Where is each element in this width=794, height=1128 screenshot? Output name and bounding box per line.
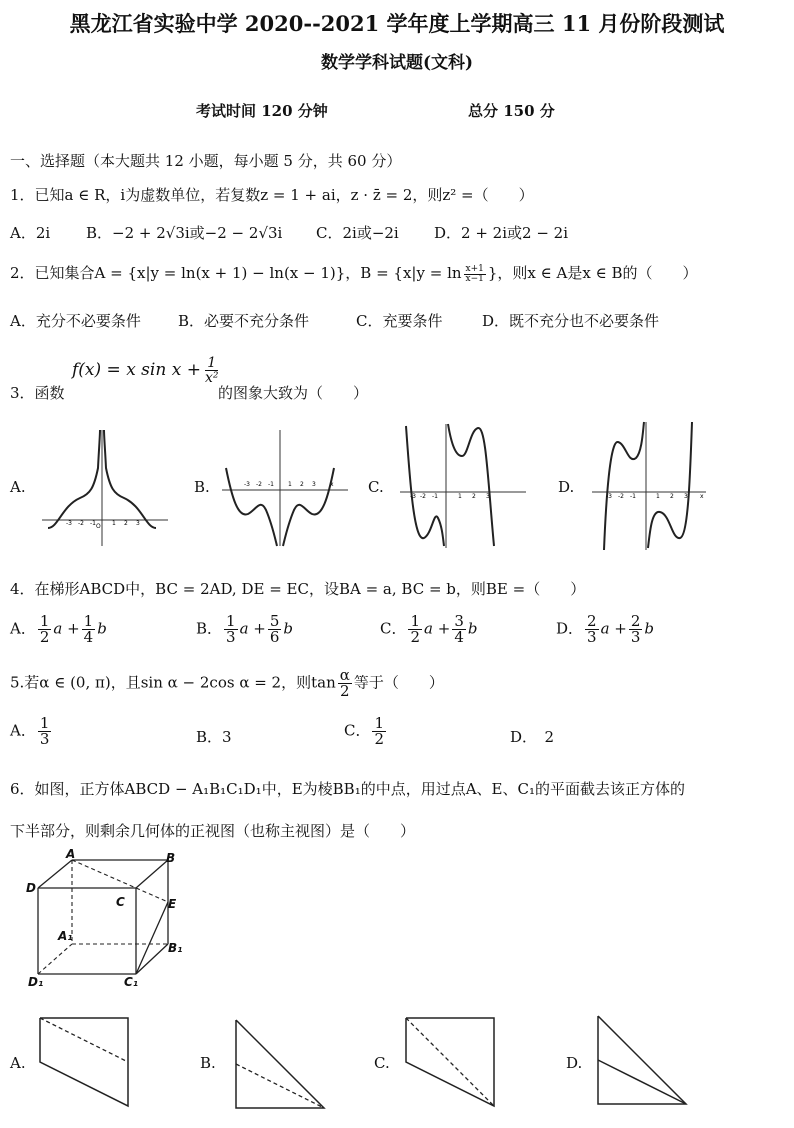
- curve-right: [104, 430, 156, 528]
- q3-frac-numerator: 1: [207, 355, 217, 371]
- tick-label: -1: [432, 493, 438, 500]
- denominator: 3: [587, 628, 597, 646]
- q6-option-a-label: A.: [10, 1054, 26, 1072]
- q2-frac-numerator: x+1: [465, 263, 484, 274]
- fraction: [408, 614, 422, 645]
- view-dashed-line: [236, 1064, 324, 1108]
- numerator: 1: [374, 714, 385, 732]
- question-5-stem: [10, 668, 444, 699]
- numerator: 1: [410, 612, 421, 630]
- q3-stem-pre: 3．函数: [10, 384, 65, 402]
- term: a +: [424, 619, 451, 638]
- curve-left: [604, 422, 644, 550]
- tick-label: 3: [136, 520, 140, 527]
- term: b: [467, 619, 478, 638]
- q5-fraction: [338, 668, 352, 699]
- numerator: 1: [39, 612, 50, 630]
- term: b: [644, 619, 655, 638]
- fraction: [372, 716, 386, 747]
- numerator: 3: [454, 612, 464, 630]
- tick-label: 1: [656, 493, 660, 500]
- fraction: [268, 614, 282, 645]
- curve-right: [448, 424, 494, 546]
- q5-option-a: [10, 716, 53, 747]
- numerator: 1: [39, 714, 50, 732]
- q6-option-a-view: [36, 1014, 136, 1110]
- vertex-label-c: C: [116, 895, 125, 909]
- hidden-edge-D1A1: [38, 944, 72, 974]
- q6-option-d-view: [594, 1012, 694, 1110]
- tick-label: -2: [78, 520, 84, 527]
- tick-label: 2: [472, 493, 476, 500]
- tick-label: -2: [256, 481, 262, 488]
- curve-right: [283, 468, 334, 546]
- question-2-stem: [10, 262, 697, 284]
- tick-label: -1: [90, 520, 96, 527]
- curve-left: [48, 430, 100, 528]
- term: a +: [53, 619, 80, 638]
- fraction: [38, 716, 52, 747]
- q5-option-c: [344, 716, 388, 747]
- denominator: 4: [454, 628, 464, 646]
- denominator: 2: [39, 628, 50, 646]
- q2-option-b: B．必要不充分条件: [178, 312, 310, 330]
- q6-option-d-label: D.: [566, 1054, 583, 1072]
- fraction: [38, 614, 52, 645]
- view-dashed-line: [406, 1018, 494, 1106]
- term: b: [97, 619, 107, 638]
- option-label: C．: [380, 619, 407, 638]
- vertex-label-a1: A₁: [58, 929, 73, 943]
- q5-option-b: B．3: [196, 728, 232, 746]
- question-6-line2: 下半部分，则剩余几何体的正视图（也称主视图）是（ ）: [10, 822, 416, 840]
- tick-label: -3: [410, 493, 416, 500]
- q1-option-c: C．2i或−2i: [316, 224, 399, 242]
- q3-graph-c: [398, 422, 528, 550]
- edge-C1E: [136, 902, 168, 974]
- q2-option-c: C．充要条件: [356, 312, 443, 330]
- vertex-label-b: B: [166, 851, 176, 865]
- q3-fraction: [203, 356, 221, 385]
- option-label: C．: [344, 721, 371, 740]
- x-axis-label: x: [700, 493, 704, 500]
- exam-time: 考试时间 120 分钟: [196, 102, 328, 120]
- q3-option-c-label: C.: [368, 478, 384, 496]
- question-6-line1: 6．如图，正方体ABCD − A₁B₁C₁D₁中，E为棱BB₁的中点，用过点A、E、C₁的平面截去该正方体的: [10, 780, 685, 798]
- denominator: 3: [630, 628, 641, 646]
- q2-frac-denominator: x−1: [465, 273, 484, 284]
- section-heading: 一、选择题（本大题共 12 小题，每小题 5 分，共 60 分）: [10, 152, 402, 170]
- view-outline: [236, 1020, 324, 1108]
- q6-option-b-view: [232, 1016, 332, 1112]
- q3-stem-post: 的图象大致为（ ）: [218, 384, 369, 402]
- vertex-label-c1: C₁: [124, 975, 139, 989]
- numerator: 5: [269, 612, 280, 630]
- tick-label: -3: [606, 493, 612, 500]
- q6-option-c-view: [402, 1014, 502, 1110]
- edge-CB: [136, 860, 168, 888]
- q1-option-d: D．2 + 2i或2 − 2i: [434, 224, 569, 242]
- origin-label: O: [96, 523, 101, 530]
- q4-option-b: [196, 614, 293, 645]
- q6-option-b-label: B.: [200, 1054, 216, 1072]
- tick-label: 3: [486, 493, 490, 500]
- q3-graph-d: [590, 420, 710, 552]
- tick-label: 2: [300, 481, 304, 488]
- q4-option-c: [380, 614, 477, 645]
- q3-option-a-label: A.: [10, 478, 26, 496]
- numerator: α: [339, 666, 350, 684]
- q5-option-d: D． 2: [510, 728, 555, 746]
- term: b: [283, 619, 294, 638]
- q4-option-a: [10, 614, 107, 645]
- q2-stem-b: }，则x ∈ A是x ∈ B的（ ）: [487, 264, 698, 282]
- view-solid-line: [598, 1060, 686, 1104]
- x-axis-label: x: [330, 481, 334, 488]
- denominator: 4: [83, 628, 94, 646]
- tick-label: -2: [420, 493, 426, 500]
- option-label: A．: [10, 619, 36, 638]
- tick-label: 1: [288, 481, 292, 488]
- q3-graph-a: [40, 428, 170, 548]
- q2-option-d: D．既不充分也不必要条件: [482, 312, 660, 330]
- q1-option-b: B．−2 + 2√3i或−2 − 2√3i: [86, 224, 283, 242]
- denominator: 3: [226, 628, 236, 646]
- q2-fraction: [464, 265, 486, 284]
- tick-label: 3: [684, 493, 688, 500]
- vertex-label-a: A: [66, 847, 76, 861]
- q3-option-b-label: B.: [194, 478, 210, 496]
- tick-label: -1: [268, 481, 274, 488]
- curve-left: [226, 468, 277, 546]
- q5-stem-a: 5.若α ∈ (0, π)，且sin α − 2cos α = 2，则tan: [10, 673, 336, 692]
- fraction: [629, 614, 643, 645]
- tick-label: -3: [66, 520, 72, 527]
- option-label: B．: [196, 619, 223, 638]
- view-outline: [40, 1018, 128, 1106]
- edge-C1B1: [136, 944, 168, 974]
- tick-label: 2: [670, 493, 674, 500]
- denominator: 2: [410, 628, 421, 646]
- tick-label: -3: [244, 481, 250, 488]
- numerator: 2: [630, 612, 641, 630]
- tick-label: -1: [630, 493, 636, 500]
- exam-title: 黑龙江省实验中学 2020--2021 学年度上学期高三 11 月份阶段测试: [69, 11, 725, 36]
- numerator: 2: [587, 612, 597, 630]
- q3-func-text: f(x) = x sin x +: [72, 360, 201, 380]
- question-1-stem: 1．已知a ∈ R，i为虚数单位，若复数z = 1 + ai，z · z̄ = 2，则z² =（ ）: [10, 186, 534, 204]
- q4-option-d: [556, 614, 654, 645]
- curve-left: [406, 426, 444, 546]
- tick-label: 3: [312, 481, 316, 488]
- denominator: 3: [39, 730, 50, 748]
- q2-option-a: A．充分不必要条件: [10, 312, 141, 330]
- denominator: 6: [269, 628, 280, 646]
- fraction: [224, 614, 238, 645]
- option-label: D．: [556, 619, 584, 638]
- view-dashed-line: [40, 1018, 128, 1062]
- q2-stem-a: 2．已知集合A = {x|y = ln(x + 1) − ln(x − 1)}，B = {x|y = ln: [10, 264, 462, 282]
- q1-option-a: A．2i: [10, 224, 51, 242]
- term: a +: [600, 619, 627, 638]
- q3-frac-denominator: x²: [204, 370, 219, 386]
- vertex-label-d: D: [26, 881, 36, 895]
- q3-function: [72, 356, 222, 385]
- fraction: [452, 614, 466, 645]
- tick-label: 2: [124, 520, 128, 527]
- q6-option-c-label: C.: [374, 1054, 390, 1072]
- vertex-label-e: E: [168, 897, 177, 911]
- curve-right: [648, 422, 692, 548]
- cube-figure: [20, 848, 190, 988]
- option-label: A．: [10, 721, 36, 740]
- numerator: 1: [83, 612, 94, 630]
- denominator: 2: [374, 730, 385, 748]
- exam-score: 总分 150 分: [468, 102, 555, 120]
- vertex-label-d1: D₁: [28, 975, 44, 989]
- edge-DA: [38, 860, 72, 888]
- denominator: 2: [340, 682, 350, 700]
- view-outline: [598, 1016, 686, 1104]
- numerator: 1: [226, 612, 236, 630]
- exam-subtitle: 数学学科试题(文科): [320, 53, 474, 73]
- tick-label: -2: [618, 493, 624, 500]
- q3-graph-b: [220, 428, 350, 548]
- fraction: [82, 614, 96, 645]
- tick-label: 1: [458, 493, 462, 500]
- question-4-stem: 4．在梯形ABCD中，BC = 2AD, DE = EC，设BA = a, BC = b，则BE =（ ）: [10, 580, 586, 598]
- fraction: [585, 614, 599, 645]
- q5-stem-b: 等于（ ）: [353, 673, 444, 692]
- tick-label: 1: [112, 520, 116, 527]
- vertex-label-b1: B₁: [168, 941, 183, 955]
- q3-option-d-label: D.: [558, 478, 575, 496]
- term: a +: [239, 619, 266, 638]
